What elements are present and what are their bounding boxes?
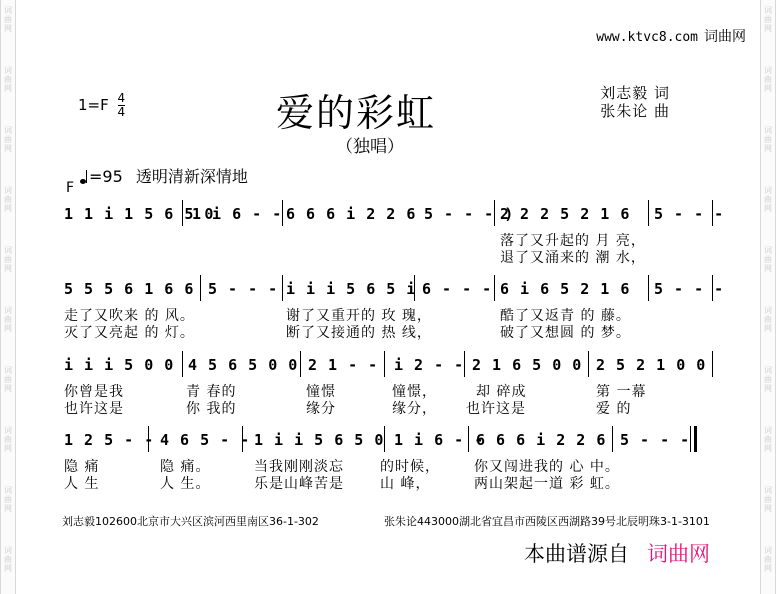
lyric-line: 也许这是 <box>64 401 124 417</box>
watermark: 词曲网 <box>4 246 12 273</box>
lyric-line: 退了又涌来的 潮 水， <box>500 250 646 266</box>
key-label: 1=F <box>78 96 109 114</box>
measure-notes: i 2 - - <box>394 356 465 374</box>
bar-line <box>282 275 283 301</box>
watermark: 词曲网 <box>4 306 12 333</box>
measure-notes: i i i 5 6 5 i <box>286 280 417 298</box>
composer-credit: 张朱论 曲 <box>600 102 670 120</box>
key-signature <box>78 92 125 119</box>
watermark: 词曲网 <box>4 126 12 153</box>
watermark: 词曲网 <box>4 426 12 453</box>
lyric-line: 两山架起一道 彩 虹。 <box>474 476 620 492</box>
watermark: 词曲网 <box>764 426 772 453</box>
tempo-marking <box>80 164 248 187</box>
subtitle: （独唱） <box>336 137 404 157</box>
bar-line <box>612 426 613 452</box>
bar-line <box>588 351 589 377</box>
measure-notes: 2 1 - - <box>308 356 379 374</box>
lyric-line: 缘分 <box>306 401 336 417</box>
bar-line <box>712 351 713 377</box>
lyric-line: 爱 的 <box>596 401 632 417</box>
lyric-line: 憧憬， <box>392 384 437 400</box>
measure-notes: 5 - - - <box>654 280 725 298</box>
measure-notes: 6 6 6 i 2 2 6 <box>476 431 607 449</box>
right-watermark-strip <box>760 0 776 594</box>
source-brand-link[interactable]: 词曲网 <box>647 542 710 566</box>
bar-line <box>384 351 385 377</box>
time-bottom: 4 <box>117 105 126 119</box>
source-attribution <box>524 538 710 568</box>
lyric-line: 却 碎成 <box>476 384 527 400</box>
bar-line <box>200 275 201 301</box>
composer-address: 张朱论443000湖北省宜昌市西陵区西湖路39号北辰明珠3-1-3101 <box>384 515 710 528</box>
staff-3 <box>64 355 712 375</box>
lyric-line: 乐是山峰苦是 <box>254 476 344 492</box>
left-watermark-strip <box>0 0 16 594</box>
watermark: 词曲网 <box>764 546 772 573</box>
site-url-text[interactable]: www.ktvc8.com <box>596 30 698 45</box>
source-label: 本曲谱源自 <box>524 542 629 566</box>
note-stem <box>86 170 87 183</box>
lyric-line: 也许这是 <box>466 401 526 417</box>
measure-notes: 5 - - - ) <box>424 205 515 223</box>
bar-line <box>182 351 183 377</box>
watermark: 词曲网 <box>764 246 772 273</box>
lyric-line: 的时候， <box>380 459 440 475</box>
lyric-line: 人 生。 <box>160 476 211 492</box>
measure-notes: 2 1 6 5 0 0 <box>472 356 583 374</box>
tempo-expression: 透明清新深情地 <box>135 167 248 186</box>
watermark: 词曲网 <box>764 66 772 93</box>
watermark: 词曲网 <box>764 186 772 213</box>
time-signature <box>118 92 126 119</box>
lyric-line: 青 春的 <box>186 384 237 400</box>
measure-notes: 5 - - - <box>654 205 725 223</box>
watermark: 词曲网 <box>764 306 772 333</box>
measure-notes: 1 2 5 - - <box>64 431 155 449</box>
watermark: 词曲网 <box>4 486 12 513</box>
lyricist-credit: 刘志毅 词 <box>600 84 670 102</box>
lyric-line: 灭了又亮起 的 灯。 <box>64 325 195 341</box>
watermark: 词曲网 <box>4 366 12 393</box>
measure-notes: 1 1 i 1 5 6 5 0 <box>64 205 215 223</box>
watermark: 词曲网 <box>764 486 772 513</box>
lyricist-address: 刘志毅102600北京市大兴区滨河西里南区36-1-302 <box>62 515 319 528</box>
lyric-line: 断了又接通的 热 线， <box>286 325 432 341</box>
watermark: 词曲网 <box>764 366 772 393</box>
lyric-line: 隐 痛 <box>64 459 100 475</box>
lyric-line: 第 一幕 <box>596 384 647 400</box>
measure-notes: 5 - - - <box>620 431 691 449</box>
watermark: 词曲网 <box>4 66 12 93</box>
tempo-value: =95 <box>89 167 123 186</box>
measure-notes: 6 - - - <box>422 280 493 298</box>
bar-line <box>648 200 649 226</box>
measure-notes: 4 6 5 - - <box>160 431 251 449</box>
watermark: 词曲网 <box>4 546 12 573</box>
lyric-line: 你 我的 <box>186 401 237 417</box>
staff-1 <box>64 204 725 224</box>
chord-label: F <box>66 180 75 196</box>
lyric-line: 你又闯进我的 心 中。 <box>474 459 620 475</box>
watermark: 词曲网 <box>4 6 12 33</box>
lyric-line: 你曾是我 <box>64 384 124 400</box>
final-bar-line <box>694 426 697 452</box>
lyric-line: 缘分， <box>392 401 437 417</box>
lyric-line: 谢了又重开的 玫 瑰， <box>286 308 432 324</box>
lyric-line: 隐 痛。 <box>160 459 211 475</box>
measure-notes: 5 5 5 6 1 6 6 <box>64 280 195 298</box>
staff-4 <box>64 430 712 450</box>
site-url[interactable] <box>596 26 746 46</box>
time-top: 4 <box>117 91 126 105</box>
measure-notes: 6 i 6 5 2 1 6 <box>500 280 631 298</box>
staff-2 <box>64 279 725 299</box>
watermark: 词曲网 <box>4 186 12 213</box>
watermark: 词曲网 <box>764 126 772 153</box>
measure-notes: 2 5 2 1 0 0 <box>596 356 707 374</box>
lyric-line: 落了又升起的 月 亮， <box>500 233 646 249</box>
lyric-line: 破了又想圆 的 梦。 <box>500 325 631 341</box>
measure-notes: 1 i i 5 6 5 0 <box>254 431 385 449</box>
measure-notes: 4 5 6 5 0 0 <box>188 356 299 374</box>
lyric-line: 憧憬 <box>306 384 336 400</box>
watermark: 词曲网 <box>764 6 772 33</box>
measure-notes: 6 6 6 i 2 2 6 <box>286 205 417 223</box>
page-title: 爱的彩虹 <box>276 91 437 135</box>
lyric-line: 人 生 <box>64 476 100 492</box>
bar-line <box>494 275 495 301</box>
lyric-line: 当我刚刚淡忘 <box>254 459 344 475</box>
measure-notes: 2 2 2 5 2 1 6 <box>500 205 631 223</box>
measure-notes: 1 i 6 - - <box>192 205 283 223</box>
measure-notes: 5 - - - <box>208 280 279 298</box>
measure-notes: 1 i 6 - - <box>394 431 485 449</box>
bar-line <box>648 275 649 301</box>
site-name[interactable]: 词曲网 <box>704 29 746 45</box>
lyric-line: 走了又吹来 的 风。 <box>64 308 195 324</box>
lyric-line: 山 峰， <box>380 476 431 492</box>
measure-notes: i i i 5 0 0 <box>64 356 175 374</box>
lyric-line: 酷了又返青 的 藤。 <box>500 308 631 324</box>
bar-line <box>300 351 301 377</box>
